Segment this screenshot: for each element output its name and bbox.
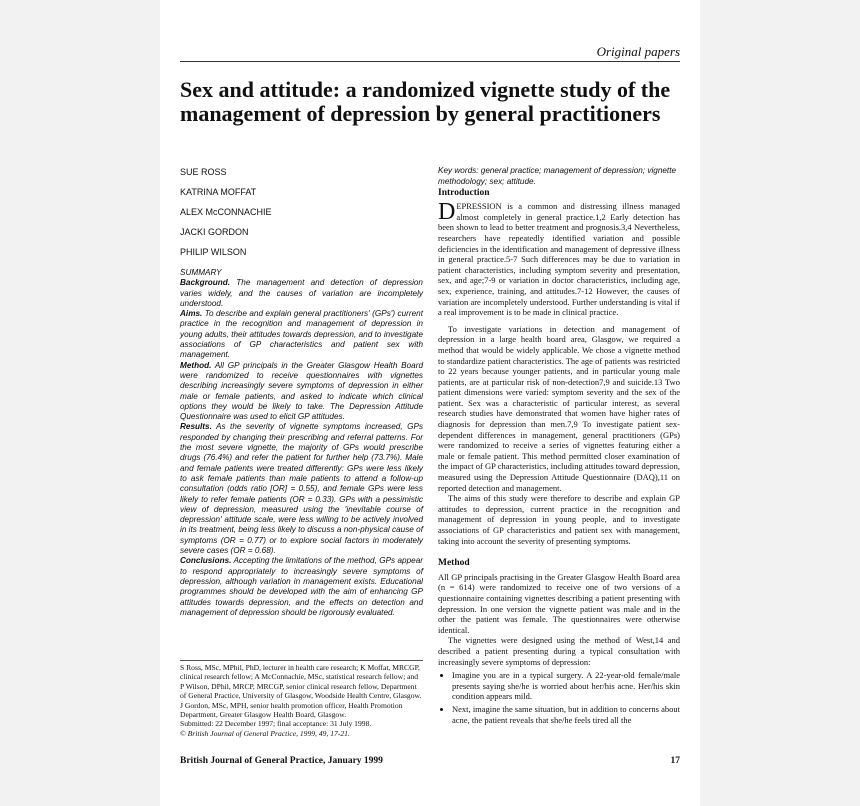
page-number: 17 bbox=[670, 756, 680, 766]
author-name: PHILIP WILSON bbox=[180, 247, 247, 257]
method-heading: Method bbox=[438, 558, 470, 569]
aims-label: Aims. bbox=[180, 309, 203, 319]
method-paragraph-1: All GP principals practising in the Greater Glasgow Health Board area (n = 614) were randomized to receive one of two versions of a questionnaire containing vignettes describing a patient presenting with depression. In one version the vignette patient was male and in the other the patient was female. The questionnaires were otherwise identical. bbox=[438, 571, 680, 635]
intro-text-1: EPRESSION is a common and distressing illness managed almost completely in general practice.1,2 Early detection has been shown to lead to better treatment and prognosis.3,4 Nevertheless, researchers have repeatedly identified variation and possible deficiencies in the identification and management of depressive illness in general practice.5-7 Such differences may be due to variation in patient characteristics, including symptom severity and presentation, sex, and age;7-9 or variation in doctor characteristics, including age, sex, experience, training, and attitudes.7-12 However, the causes of variation are incompletely understood. Further understanding is vital if a real improvement is to be made in clinical practice. bbox=[438, 201, 680, 318]
intro-paragraph-2: To investigate variations in detection and management of depression in a large health board area, Glasgow, we required a method that would be widely applicable. We chose a vignette method to standardize patient characteristics. The age of patients was restricted to 22 years because younger patients, and in particular young male patients, are at particular risk of non-detection7,9 and suicide.13 Two patient dimensions were varied: symptom severity and the sex of the patient. Sex was a characteristic of particular interest, as several research studies have demonstrated that women have higher rates of diagnosis for depression than men.7,9 To investigate patient sex-dependent differences in management, general practitioners (GPs) were randomized to receive a series of vignettes featuring either a male or female patient. This method permitted closer examination of the impact of GP characteristics, including attitudes toward depression, measured using the Depression Attitude Questionnaire (DAQ),11 on reported detection and management. bbox=[438, 323, 680, 493]
summary-aims bbox=[180, 309, 423, 360]
author-footnote bbox=[180, 663, 423, 738]
summary-method bbox=[180, 361, 423, 423]
vignette-list bbox=[438, 670, 680, 725]
list-item: • Next, imagine the same situation, but in addition to concerns about acne, the patient reveals that she/he feels tired all the bbox=[452, 704, 680, 725]
method-paragraph-2: The vignettes were designed using the method of West,14 and described a patient presenting during a typical consultation with increasingly severe symptoms of depression: bbox=[438, 635, 680, 667]
background-label: Background. bbox=[180, 278, 231, 288]
header-rule bbox=[180, 61, 680, 62]
summary-background bbox=[180, 278, 423, 309]
conclusions-text: Accepting the limitations of the method, GPs appear to respond appropriately to increasingly severe symptoms of depression, although variation in management exists. Educational programmes should be developed with the aim of enhancing GP attitudes towards depression, and the effects on detection and management of depression should be rigorously evaluated. bbox=[180, 556, 423, 617]
footnote-copyright: © British Journal of General Practice, 1999, 49, 17-21. bbox=[180, 728, 350, 738]
summary-results bbox=[180, 422, 423, 556]
introduction-heading: Introduction bbox=[438, 187, 490, 198]
section-label: Original papers bbox=[596, 44, 680, 59]
keywords: Key words: general practice; management of depression; vignette methodology; sex; attitude. bbox=[438, 166, 677, 186]
journal-footer: British Journal of General Practice, January 1999 bbox=[180, 756, 383, 766]
results-text: As the severity of vignette symptoms increased, GPs responded by changing their prescribing and referral patterns. For the most severe vignette, the majority of GPs would prescribe drugs (76.4%) and refer the patient for further help (73.7%). Male and female patients were treated differently: GPs were less likely to ask female patients than male patients to attend a follow-up consultation (odds ratio [OR] = 0.55), and female GPs were less likely to refer female patients (OR = 0.33). GPs with a pessimistic view of depression, measured using the 'inevitable course of depression' attitude scale, were less willing to be actively involved in its treatment, being less likely to discuss a non-physical cause of symptoms (OR = 0.77) or to explore social factors in moderately severe cases (OR = 0.68). bbox=[180, 422, 423, 556]
method-text: All GP principals in the Greater Glasgow Health Board were randomized to receive questionnaires with vignettes describing increasingly severe symptoms of depression in either male or female patients, and asked to indicate which clinical options they would be likely to take. The Depression Attitude Questionnaire was used to elicit GP attitudes. bbox=[180, 360, 423, 422]
summary-conclusions bbox=[180, 556, 423, 618]
summary-abstract bbox=[180, 268, 423, 618]
journal-page bbox=[160, 0, 700, 806]
aims-text: To describe and explain general practitioners' (GPs') current practice in the recognition and management of depression in young adults, their attitudes towards depression, and to investigate associations of GP characteristics and patient sex with management. bbox=[180, 309, 423, 360]
article-title: Sex and attitude: a randomized vignette study of the management of depression by general practitioners bbox=[180, 77, 671, 126]
author-list bbox=[180, 166, 420, 266]
background-text: The management and detection of depression varies widely, and the causes of variation are incompletely understood. bbox=[180, 278, 423, 308]
footnote-rule bbox=[180, 660, 423, 661]
list-item: • Imagine you are in a typical surgery. A 22-year-old female/male presents saying she/he is worried about her/his acne. Her/his skin condition appears mild. bbox=[452, 670, 680, 702]
drop-cap: D bbox=[438, 199, 456, 226]
body-column bbox=[438, 166, 680, 727]
author-name: JACKI GORDON bbox=[180, 227, 249, 237]
author-name: ALEX McCONNACHIE bbox=[180, 207, 272, 217]
author-name: KATRINA MOFFAT bbox=[180, 187, 257, 197]
footnote-submitted: Submitted: 22 December 1997; final acceptance: 31 July 1998. bbox=[180, 719, 372, 729]
intro-paragraph-3: The aims of this study were therefore to describe and explain GP attitudes to depression, current practice in the recognition and management of depression in young people, and to investigate associations of GP characteristics and patient sex with management, taking into account the severity of presenting symptoms. bbox=[438, 493, 680, 546]
footnote-affiliations: S Ross, MSc, MPhil, PhD, lecturer in health care research; K Moffat, MRCGP, clinical research fellow; A McConnachie, MSc, statistical research fellow; and P Wilson, DPhil, MRCP, MRCGP, senior clinical research fellow, Department of General Practice, University of Glasgow, Woodside Health Centre, Glasgow. J Gordon, MSc, MPH, senior health promotion officer, Health Promotion Department, Greater Glasgow Health Board, Glasgow. bbox=[180, 663, 422, 720]
method-label: Method. bbox=[180, 360, 212, 370]
results-label: Results. bbox=[180, 422, 212, 432]
summary-heading: SUMMARY bbox=[180, 268, 222, 277]
author-name: SUE ROSS bbox=[180, 167, 227, 177]
intro-paragraph-1 bbox=[438, 201, 680, 318]
conclusions-label: Conclusions. bbox=[180, 556, 232, 566]
